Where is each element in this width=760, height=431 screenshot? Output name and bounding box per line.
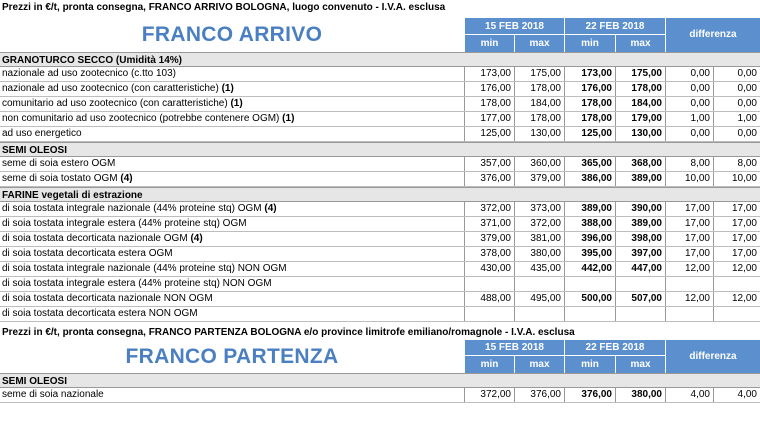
cell-diff-max: 8,00 (713, 157, 760, 171)
cell-curr-min: 396,00 (564, 232, 615, 246)
row-label (0, 157, 464, 171)
section-header (0, 142, 760, 157)
arrivo-max-header: max (514, 35, 564, 52)
row-label (0, 172, 464, 186)
arrivo-caption-row (0, 0, 760, 18)
arrivo-min-header: min (464, 35, 514, 52)
partenza-min-header: min (464, 356, 514, 373)
section-header (0, 52, 760, 67)
row-label (0, 82, 464, 96)
arrivo-header (0, 18, 760, 52)
section-header (0, 373, 760, 388)
cell-diff-min: 8,00 (665, 157, 713, 171)
row-label (0, 112, 464, 126)
table-row (0, 232, 760, 247)
cell-prev-max: 379,00 (514, 172, 564, 186)
table-row (0, 277, 760, 292)
section-header (0, 187, 760, 202)
table-row (0, 307, 760, 322)
arrivo-date-1: 15 FEB 2018 (464, 18, 564, 35)
cell-diff-min: 0,00 (665, 97, 713, 111)
cell-diff-max: 17,00 (713, 202, 760, 216)
row-label (0, 97, 464, 111)
row-label-text: di soia tostata decorticata nazionale NON OGM (2, 293, 213, 304)
cell-curr-max: 389,00 (615, 217, 665, 231)
row-label (0, 127, 464, 141)
cell-diff-max: 12,00 (713, 292, 760, 306)
partenza-max-header: max (615, 356, 665, 373)
table-row (0, 172, 760, 187)
row-label-text: seme di soia nazionale (2, 389, 104, 400)
cell-diff-min: 0,00 (665, 67, 713, 81)
cell-curr-min (564, 277, 615, 291)
cell-prev-max: 184,00 (514, 97, 564, 111)
row-label (0, 307, 464, 321)
row-label-text: di soia tostata decorticata estera NON OGM (2, 308, 198, 319)
row-label-text: ad uso energetico (2, 128, 82, 139)
row-label-text: di soia tostata decorticata estera OGM (2, 248, 173, 259)
table-row (0, 127, 760, 142)
table-row (0, 202, 760, 217)
cell-diff-min: 0,00 (665, 82, 713, 96)
cell-diff-max (713, 307, 760, 321)
table-row (0, 292, 760, 307)
cell-prev-max: 130,00 (514, 127, 564, 141)
cell-prev-min: 376,00 (464, 172, 514, 186)
cell-prev-min: 488,00 (464, 292, 514, 306)
cell-curr-max: 507,00 (615, 292, 665, 306)
cell-diff-min: 17,00 (665, 232, 713, 246)
row-footnote: (1) (230, 98, 243, 109)
table-row (0, 82, 760, 97)
cell-curr-min: 442,00 (564, 262, 615, 276)
row-label (0, 292, 464, 306)
cell-diff-min: 17,00 (665, 247, 713, 261)
table-row (0, 112, 760, 127)
cell-curr-max: 179,00 (615, 112, 665, 126)
cell-curr-min: 178,00 (564, 97, 615, 111)
cell-curr-min: 500,00 (564, 292, 615, 306)
row-label-text: seme di soia estero OGM (2, 158, 116, 169)
row-label (0, 277, 464, 291)
section-title: SEMI OLEOSI (2, 376, 68, 387)
cell-diff-min: 1,00 (665, 112, 713, 126)
cell-prev-min (464, 307, 514, 321)
cell-diff-min: 17,00 (665, 217, 713, 231)
row-label-text: nazionale ad uso zootecnico (c.tto 103) (2, 68, 176, 79)
cell-diff-min: 12,00 (665, 262, 713, 276)
cell-prev-min: 357,00 (464, 157, 514, 171)
row-label (0, 262, 464, 276)
row-footnote: (1) (221, 83, 234, 94)
cell-curr-max: 390,00 (615, 202, 665, 216)
partenza-caption-row (0, 325, 760, 340)
cell-curr-max: 398,00 (615, 232, 665, 246)
row-footnote: (4) (190, 233, 203, 244)
cell-curr-max: 178,00 (615, 82, 665, 96)
row-label (0, 67, 464, 81)
cell-curr-max: 380,00 (615, 388, 665, 402)
cell-prev-min (464, 277, 514, 291)
cell-diff-max: 12,00 (713, 262, 760, 276)
partenza-date-2: 22 FEB 2018 (564, 340, 665, 356)
cell-prev-min: 371,00 (464, 217, 514, 231)
cell-curr-max (615, 307, 665, 321)
cell-prev-max: 373,00 (514, 202, 564, 216)
row-footnote: (4) (120, 173, 133, 184)
cell-diff-max: 4,00 (713, 388, 760, 402)
cell-prev-max: 380,00 (514, 247, 564, 261)
cell-curr-min: 388,00 (564, 217, 615, 231)
partenza-date-1: 15 FEB 2018 (464, 340, 564, 356)
table-row (0, 97, 760, 112)
cell-diff-max: 17,00 (713, 217, 760, 231)
cell-prev-min: 372,00 (464, 202, 514, 216)
arrivo-max-header: max (615, 35, 665, 52)
cell-prev-min: 125,00 (464, 127, 514, 141)
cell-curr-min: 376,00 (564, 388, 615, 402)
section-title: FARINE vegetali di estrazione (2, 190, 143, 201)
section-title: GRANOTURCO SECCO (Umidità 14%) (2, 55, 183, 66)
arrivo-diff-header: differenza (665, 18, 760, 52)
row-label-text: di soia tostata decorticata nazionale OGM (2, 233, 188, 244)
cell-diff-min: 10,00 (665, 172, 713, 186)
cell-diff-min (665, 277, 713, 291)
cell-curr-max: 397,00 (615, 247, 665, 261)
cell-diff-max: 1,00 (713, 112, 760, 126)
arrivo-title: FRANCO ARRIVO (141, 23, 323, 46)
partenza-caption: Prezzi in €/t, pronta consegna, FRANCO PARTENZA BOLOGNA e/o province limitrofe emiliano/romagnole - I.V.A. esclusa (2, 327, 575, 338)
row-label-text: non comunitario ad uso zootecnico (potrebbe contenere OGM) (2, 113, 280, 124)
cell-prev-min: 178,00 (464, 97, 514, 111)
row-label-text: di soia tostata integrale estera (44% proteine stq) NON OGM (2, 278, 272, 289)
cell-diff-max: 0,00 (713, 82, 760, 96)
cell-diff-max: 17,00 (713, 232, 760, 246)
cell-prev-max: 175,00 (514, 67, 564, 81)
cell-prev-min: 430,00 (464, 262, 514, 276)
partenza-diff-header: differenza (665, 340, 760, 373)
row-label-text: di soia tostata integrale nazionale (44% proteine stq) OGM (2, 203, 262, 214)
row-label (0, 388, 464, 402)
cell-prev-min: 177,00 (464, 112, 514, 126)
cell-diff-max: 0,00 (713, 97, 760, 111)
table-row (0, 157, 760, 172)
cell-curr-max: 130,00 (615, 127, 665, 141)
table-row (0, 67, 760, 82)
arrivo-min-header: min (564, 35, 615, 52)
cell-diff-max (713, 277, 760, 291)
cell-curr-min: 395,00 (564, 247, 615, 261)
cell-prev-max: 360,00 (514, 157, 564, 171)
cell-diff-min: 0,00 (665, 127, 713, 141)
row-label-text: nazionale ad uso zootecnico (con caratteristiche) (2, 83, 219, 94)
cell-diff-max: 0,00 (713, 127, 760, 141)
table-row (0, 262, 760, 277)
cell-prev-min: 378,00 (464, 247, 514, 261)
cell-diff-min (665, 307, 713, 321)
cell-curr-max: 368,00 (615, 157, 665, 171)
row-label (0, 217, 464, 231)
cell-curr-max: 447,00 (615, 262, 665, 276)
cell-diff-max: 0,00 (713, 67, 760, 81)
cell-prev-max: 376,00 (514, 388, 564, 402)
cell-curr-min: 389,00 (564, 202, 615, 216)
row-label-text: seme di soia tostato OGM (2, 173, 118, 184)
cell-curr-min: 365,00 (564, 157, 615, 171)
table-row (0, 217, 760, 232)
cell-prev-min: 176,00 (464, 82, 514, 96)
partenza-title: FRANCO PARTENZA (125, 345, 339, 368)
row-label-text: di soia tostata integrale nazionale (44% proteine stq) NON OGM (2, 263, 287, 274)
cell-diff-max: 10,00 (713, 172, 760, 186)
row-footnote: (4) (264, 203, 277, 214)
partenza-min-header: min (564, 356, 615, 373)
cell-prev-min: 372,00 (464, 388, 514, 402)
cell-curr-min: 176,00 (564, 82, 615, 96)
partenza-header (0, 340, 760, 373)
row-label-text: di soia tostata integrale estera (44% proteine stq) OGM (2, 218, 247, 229)
cell-curr-max: 184,00 (615, 97, 665, 111)
cell-prev-max: 178,00 (514, 82, 564, 96)
cell-prev-max: 435,00 (514, 262, 564, 276)
cell-curr-min: 125,00 (564, 127, 615, 141)
cell-curr-min: 178,00 (564, 112, 615, 126)
cell-diff-max: 17,00 (713, 247, 760, 261)
cell-curr-max (615, 277, 665, 291)
cell-prev-min: 379,00 (464, 232, 514, 246)
cell-prev-max (514, 307, 564, 321)
table-row (0, 247, 760, 262)
cell-diff-min: 17,00 (665, 202, 713, 216)
row-label (0, 202, 464, 216)
cell-prev-max: 495,00 (514, 292, 564, 306)
cell-prev-min: 173,00 (464, 67, 514, 81)
row-label (0, 232, 464, 246)
arrivo-caption: Prezzi in €/t, pronta consegna, FRANCO ARRIVO BOLOGNA, luogo convenuto - I.V.A. esclusa (2, 2, 446, 13)
cell-prev-max (514, 277, 564, 291)
row-footnote: (1) (282, 113, 295, 124)
cell-prev-max: 372,00 (514, 217, 564, 231)
cell-diff-min: 4,00 (665, 388, 713, 402)
cell-curr-max: 175,00 (615, 67, 665, 81)
arrivo-date-2: 22 FEB 2018 (564, 18, 665, 35)
cell-prev-max: 178,00 (514, 112, 564, 126)
section-title: SEMI OLEOSI (2, 145, 68, 156)
cell-curr-max: 389,00 (615, 172, 665, 186)
row-label-text: comunitario ad uso zootecnico (con caratteristiche) (2, 98, 228, 109)
cell-curr-min (564, 307, 615, 321)
cell-curr-min: 386,00 (564, 172, 615, 186)
cell-curr-min: 173,00 (564, 67, 615, 81)
cell-prev-max: 381,00 (514, 232, 564, 246)
row-label (0, 247, 464, 261)
table-row (0, 388, 760, 403)
cell-diff-min: 12,00 (665, 292, 713, 306)
partenza-max-header: max (514, 356, 564, 373)
